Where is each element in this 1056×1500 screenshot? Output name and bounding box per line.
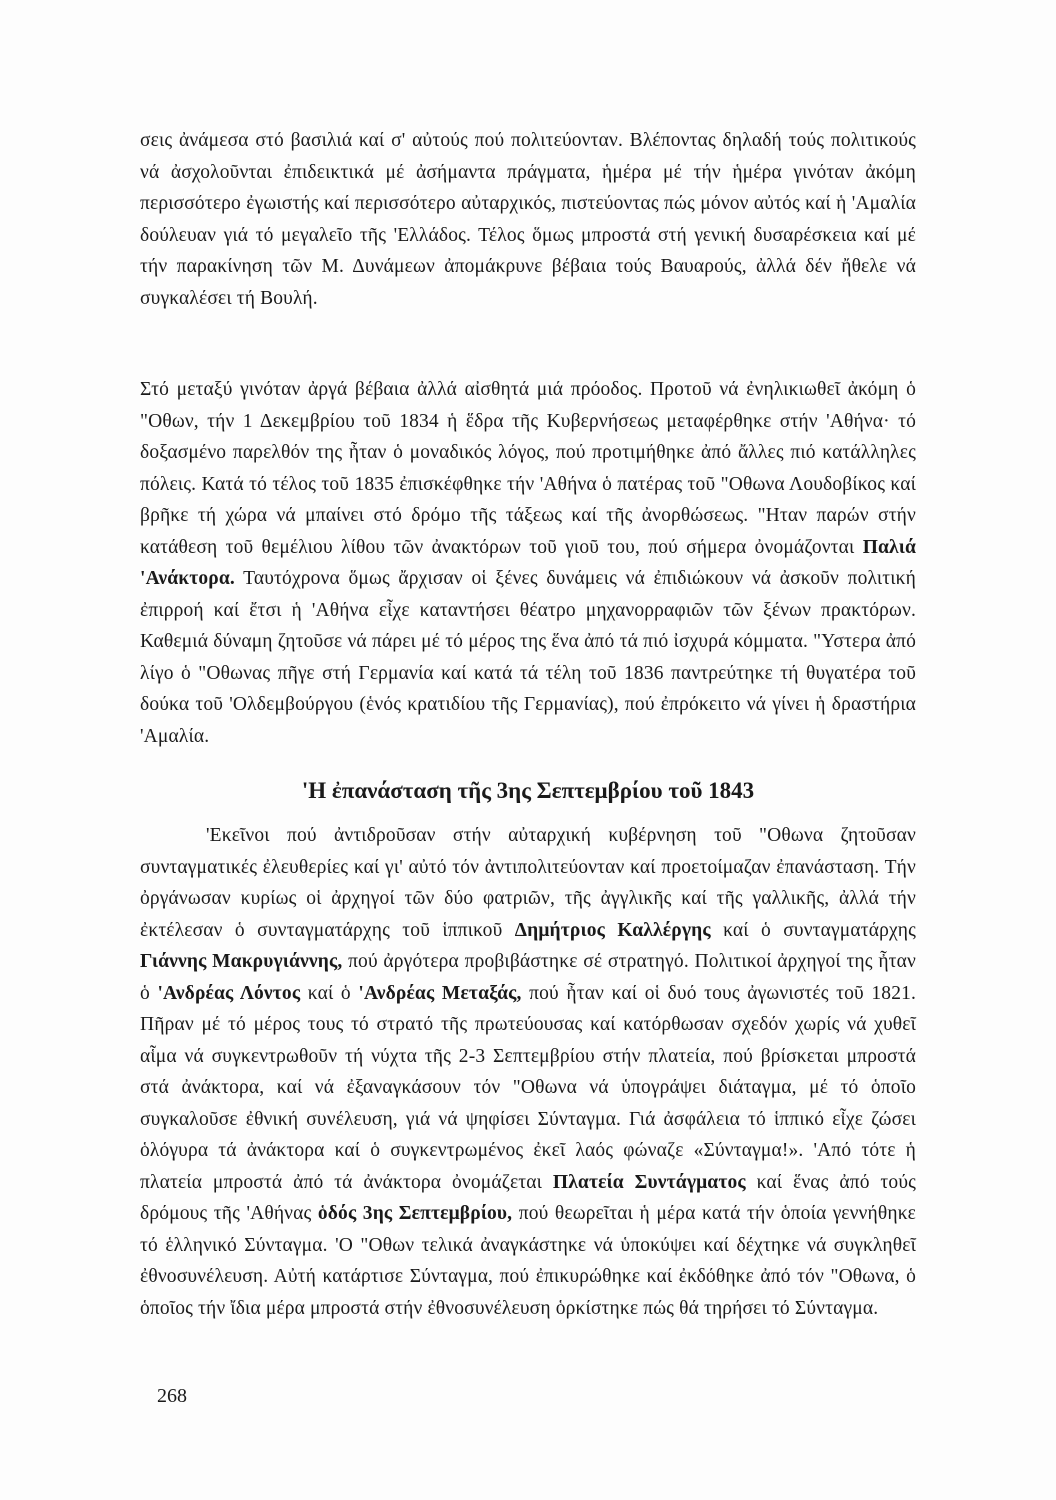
palaia-anaktora-bold: Παλιά 'Ανάκτορα.: [140, 536, 916, 589]
paragraph-revolution: [140, 820, 916, 1324]
paragraph-continuation: [140, 125, 916, 314]
p3-text-5: πού ἦταν καί οἱ δυό τους ἀγωνιστές τοῦ 1821. Πῆραν μέ τό μέρος τους τό στρατό τῆς πρωτεύουσας καί κατόρθωσαν σχεδόν χωρίς νά χυθεῖ αἷμα νά συγκεντρωθοῦν τή νύχτα τῆς 2-3 Σεπτεμβρίου στήν πλατεία, πού βρίσκεται μπροστά στά ἀνάκτορα, καί νά ἐξαναγκάσουν τόν "Οθωνα νά ὑπογράψει διάταγμα, μέ τό ὁποῖο συγκαλοῦσε ἐθνική συνέλευση, γιά νά ψηφίσει Σύνταγμα. Γιά ἀσφάλεια τό ἱππικό εἶχε ζώσει ὁλόγυρα τά ἀνάκτορα καί ὁ συγκεντρωμένος ἐκεῖ λαός φώναζε «Σύνταγμα!». 'Από τότε ἡ πλατεία μπροστά ἀπό τά ἀνάκτορα ὀνομάζεται: [140, 982, 917, 1193]
p3-text-1: 'Εκεῖνοι πού ἀντιδροῦσαν στήν αὐταρχική κυβέρνηση τοῦ "Οθωνα ζητοῦσαν συνταγματικές ἐλευθερίες καί γι' αὐτό τόν ἀντιπολιτεύονταν καί προετοίμαζαν ἐπανάσταση. Τήν ὀργάνωσαν κυρίως οἱ ἀρχηγοί τῶν δύο φατριῶν, τῆς ἀγγλικῆς καί τῆς γαλλικῆς, ἀλλά τήν ἐκτέλεσαν ὁ συνταγματάρχης τοῦ ἱππικοῦ: [140, 825, 916, 941]
odos-3is-septemvriou-bold: ὁδός 3ης Σεπτεμβρίου,: [317, 1203, 513, 1224]
page-number: 268: [157, 1385, 187, 1407]
kallergis-bold: Δημήτριος Καλλέργης: [514, 919, 711, 941]
paragraph-1-text: σεις ἀνάμεσα στό βασιλιά καί σ' αὐτούς πού πολιτεύονταν. Βλέποντας δηλαδή τούς πολιτικούς νά ἀσχολοῦνται ἐπιδεικτικά μέ ἀσήμαντα πράγματα, ἡμέρα μέ τήν ἡμέρα γινόταν ἀκόμη περισσότερο ἐγωιστής καί περισσότερο αὐταρχικός, πιστεύοντας πώς μόνον αὐτός καί ἡ 'Αμαλία δούλευαν γιά τό μεγαλεῖο τῆς 'Ελλάδος. Τέλος ὅμως μπροστά στή γενική δυσαρέσκεια καί μέ τήν παρακίνηση τῶν Μ. Δυνάμεων ἀπομάκρυνε βέβαια τούς Βαυαρούς, ἀλλά δέν ἤθελε νά συγκαλέσει τή Βουλή.: [140, 130, 916, 309]
paragraph-3: [140, 820, 916, 1324]
paragraph-2: [140, 374, 916, 752]
p3-text-2: καί ὁ συνταγματάρχης: [723, 919, 917, 941]
p3-text-3: πού ἀργότερα προβιβάστηκε σέ στρατηγό. Πολιτικοί ἀρχηγοί της ἦταν ὁ: [140, 951, 916, 1004]
p3-text-6: καί ἕνας ἀπό τούς δρόμους τῆς 'Αθήνας: [140, 1171, 916, 1224]
p3-text-4: καί ὁ: [307, 982, 351, 1004]
plateia-syntagmatos-bold: Πλατεία Συντάγματος: [552, 1171, 746, 1193]
lontos-bold: 'Ανδρέας Λόντος: [157, 982, 301, 1004]
paragraph-2-text-a: Στό μεταξύ γινόταν ἀργά βέβαια ἀλλά αἰσθητά μιά πρόοδος. Προτοῦ νά ἐνηλικιωθεῖ ἀκόμη ὁ "Οθων, τήν 1 Δεκεμβρίου τοῦ 1834 ἡ ἕδρα τῆς Κυβερνήσεως μεταφέρθηκε στήν 'Αθήνα· τό δοξασμένο παρελθόν της ἦταν ὁ μοναδικός λόγος, πού προτιμήθηκε ἀπό ἄλλες πιό κατάλληλες πόλεις. Κατά τό τέλος τοῦ 1835 ἐπισκέφθηκε τήν 'Αθήνα ὁ πατέρας τοῦ "Οθωνα Λουδοβίκος καί βρῆκε τή χώρα νά μπαίνει στό δρόμο τῆς τάξεως καί τῆς ἀνορθώσεως. "Ηταν παρών στήν κατάθεση τοῦ θεμέλιου λίθου τῶν ἀνακτόρων τοῦ γιοῦ του, πού σήμερα ὀνομάζονται: [140, 379, 916, 558]
makrygiannis-bold: Γιάννης Μακρυγιάννης,: [140, 951, 343, 972]
p3-text-7: πού θεωρεῖται ἡ μέρα κατά τήν ὁποία γεννήθηκε τό ἑλληνικό Σύνταγμα. 'Ο "Οθων τελικά ἀναγκάστηκε νά ὑποκύψει καί δέχτηκε νά συγκληθεῖ ἐθνοσυνέλευση. Αὐτή κατάρτισε Σύνταγμα, πού ἐπικυρώθηκε καί ἐκδόθηκε ἀπό τόν "Οθωνα, ὁ ὁποῖος τήν ἴδια μέρα μπροστά στήν ἐθνοσυνέλευση ὁρκίστηκε πώς θά τηρήσει τό Σύνταγμα.: [140, 1203, 917, 1319]
section-heading: 'Η ἐπανάσταση τῆς 3ης Σεπτεμβρίου τοῦ 1843: [301, 778, 755, 803]
metaxas-bold: 'Ανδρέας Μεταξάς,: [358, 982, 522, 1004]
paragraph-progress: [140, 374, 916, 752]
paragraph-2-text-b: Ταυτόχρονα ὅμως ἄρχισαν οἱ ξένες δυνάμεις νά ἐπιδιώκουν νά ἀσκοῦν πολιτική ἐπιρροή καί ἔτσι ἡ 'Αθήνα εἶχε καταντήσει θέατρο μηχανορραφιῶν τῶν ξένων πρακτόρων. Καθεμιά δύναμη ζητοῦσε νά πάρει μέ τό μέρος της ἕνα ἀπό τά πιό ἰσχυρά κόμματα. "Υστερα ἀπό λίγο ὁ "Οθωνας πῆγε στή Γερμανία καί κατά τά τέλη τοῦ 1836 παντρεύτηκε τή θυγατέρα τοῦ δούκα τοῦ 'Ολδεμβούργου (ἑνός κρατιδίου τῆς Γερμανίας), πού ἐπρόκειτο νά γίνει ἡ δραστήρια 'Αμαλία.: [140, 568, 916, 747]
